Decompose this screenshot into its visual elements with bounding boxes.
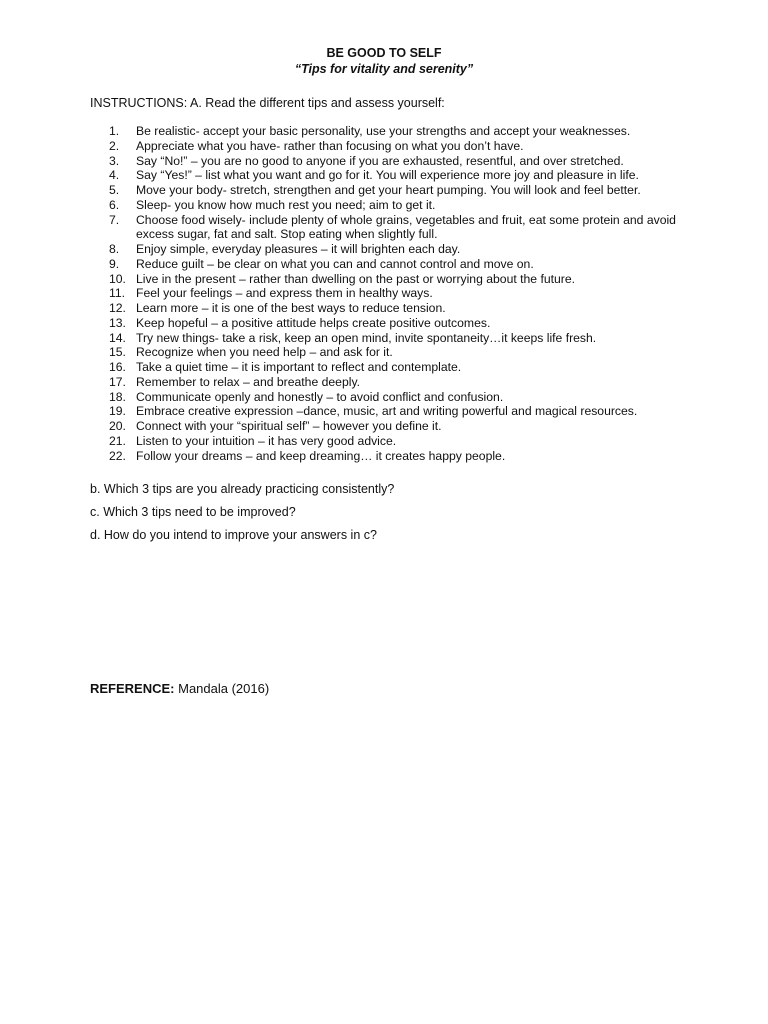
tip-number: 21. bbox=[109, 433, 126, 448]
tip-item bbox=[109, 301, 709, 316]
tip-number: 4. bbox=[109, 168, 120, 183]
tip-number: 9. bbox=[109, 256, 120, 271]
reference-label: REFERENCE: bbox=[90, 681, 175, 696]
tip-number: 11. bbox=[109, 286, 126, 301]
tip-item bbox=[109, 257, 709, 272]
tip-text: Recognize when you need help – and ask for it. bbox=[136, 345, 393, 360]
tip-item bbox=[109, 154, 709, 169]
question-b: b. Which 3 tips are you already practicing consistently? bbox=[90, 482, 395, 496]
tip-number: 15. bbox=[109, 345, 126, 360]
tip-item bbox=[109, 331, 709, 346]
tip-number: 17. bbox=[109, 374, 126, 389]
tip-number: 12. bbox=[109, 301, 126, 315]
reference-text: Mandala (2016) bbox=[174, 681, 270, 696]
tip-item bbox=[109, 168, 709, 183]
tip-item bbox=[109, 139, 709, 154]
tip-text: Appreciate what you have- rather than focusing on what you don’t have. bbox=[136, 138, 524, 153]
tip-text: Feel your feelings – and express them in healthy ways. bbox=[136, 286, 433, 301]
tip-item bbox=[109, 390, 709, 405]
tip-item bbox=[109, 316, 709, 331]
tip-number: 5. bbox=[109, 183, 120, 197]
tip-number: 18. bbox=[109, 389, 126, 404]
tip-text: Enjoy simple, everyday pleasures – it will brighten each day. bbox=[136, 242, 461, 256]
tip-text: Keep hopeful – a positive attitude helps create positive outcomes. bbox=[136, 315, 491, 330]
question-c: c. Which 3 tips need to be improved? bbox=[90, 505, 296, 519]
question-d: d. How do you intend to improve your answers in c? bbox=[90, 528, 377, 542]
tip-text: Live in the present – rather than dwelling on the past or worrying about the future. bbox=[136, 271, 576, 286]
tip-text: Take a quiet time – it is important to reflect and contemplate. bbox=[136, 360, 462, 374]
tip-text: Communicate openly and honestly – to avoid conflict and confusion. bbox=[136, 389, 504, 404]
tip-number: 3. bbox=[109, 153, 120, 168]
tip-number: 13. bbox=[109, 315, 126, 330]
tip-item bbox=[109, 434, 709, 449]
tip-item bbox=[109, 375, 709, 390]
document-subtitle: “Tips for vitality and serenity” bbox=[294, 62, 474, 76]
tip-text: Embrace creative expression –dance, music, art and writing powerful and magical resources. bbox=[136, 404, 638, 419]
tip-item bbox=[109, 419, 709, 434]
tip-item bbox=[109, 345, 709, 360]
tip-text: Try new things- take a risk, keep an open mind, invite spontaneity…it keeps life fresh. bbox=[136, 330, 597, 345]
tip-number: 10. bbox=[109, 271, 126, 286]
tip-number: 2. bbox=[109, 138, 120, 153]
tip-text: Connect with your “spiritual self” – however you define it. bbox=[136, 419, 442, 433]
instructions-text: INSTRUCTIONS: A. Read the different tips and assess yourself: bbox=[90, 96, 445, 110]
tip-text: Say “Yes!” – list what you want and go for it. You will experience more joy and pleasure in life. bbox=[136, 168, 639, 183]
tip-text: Move your body- stretch, strengthen and get your heart pumping. You will look and feel better. bbox=[136, 183, 641, 197]
tip-item bbox=[109, 404, 709, 419]
tip-text: Sleep- you know how much rest you need; aim to get it. bbox=[136, 197, 436, 212]
tip-number: 14. bbox=[109, 330, 126, 345]
tip-text: Be realistic- accept your basic personality, use your strengths and accept your weaknesses. bbox=[136, 124, 631, 138]
tip-text: Listen to your intuition – it has very good advice. bbox=[136, 433, 397, 448]
tip-item bbox=[109, 183, 709, 198]
tip-text: Follow your dreams – and keep dreaming… it creates happy people. bbox=[136, 448, 506, 463]
document-title: BE GOOD TO SELF bbox=[326, 46, 442, 60]
tip-item bbox=[109, 360, 709, 375]
tip-number: 6. bbox=[109, 197, 120, 212]
tip-item bbox=[109, 198, 709, 213]
tip-number: 20. bbox=[109, 419, 126, 433]
tip-text: Choose food wisely- include plenty of whole grains, vegetables and fruit, eat some protein and avoid excess sugar, fat and salt. Stop eating when slightly full. bbox=[136, 212, 676, 242]
tip-number: 16. bbox=[109, 360, 126, 374]
tips-list bbox=[109, 124, 709, 463]
tip-item bbox=[109, 213, 709, 243]
reference-line bbox=[90, 681, 269, 697]
tip-number: 22. bbox=[109, 448, 126, 463]
tip-item bbox=[109, 272, 709, 287]
tip-item bbox=[109, 242, 709, 257]
tip-text: Learn more – it is one of the best ways to reduce tension. bbox=[136, 301, 446, 315]
tip-number: 8. bbox=[109, 242, 120, 256]
tip-item bbox=[109, 286, 709, 301]
tip-item bbox=[109, 124, 709, 139]
tip-text: Remember to relax – and breathe deeply. bbox=[136, 374, 361, 389]
tip-number: 19. bbox=[109, 404, 126, 419]
tip-item bbox=[109, 449, 709, 464]
tip-text: Say “No!” – you are no good to anyone if you are exhausted, resentful, and over stretched. bbox=[136, 153, 624, 168]
tip-number: 1. bbox=[109, 124, 120, 138]
tip-number: 7. bbox=[109, 212, 120, 227]
tip-text: Reduce guilt – be clear on what you can and cannot control and move on. bbox=[136, 256, 534, 271]
